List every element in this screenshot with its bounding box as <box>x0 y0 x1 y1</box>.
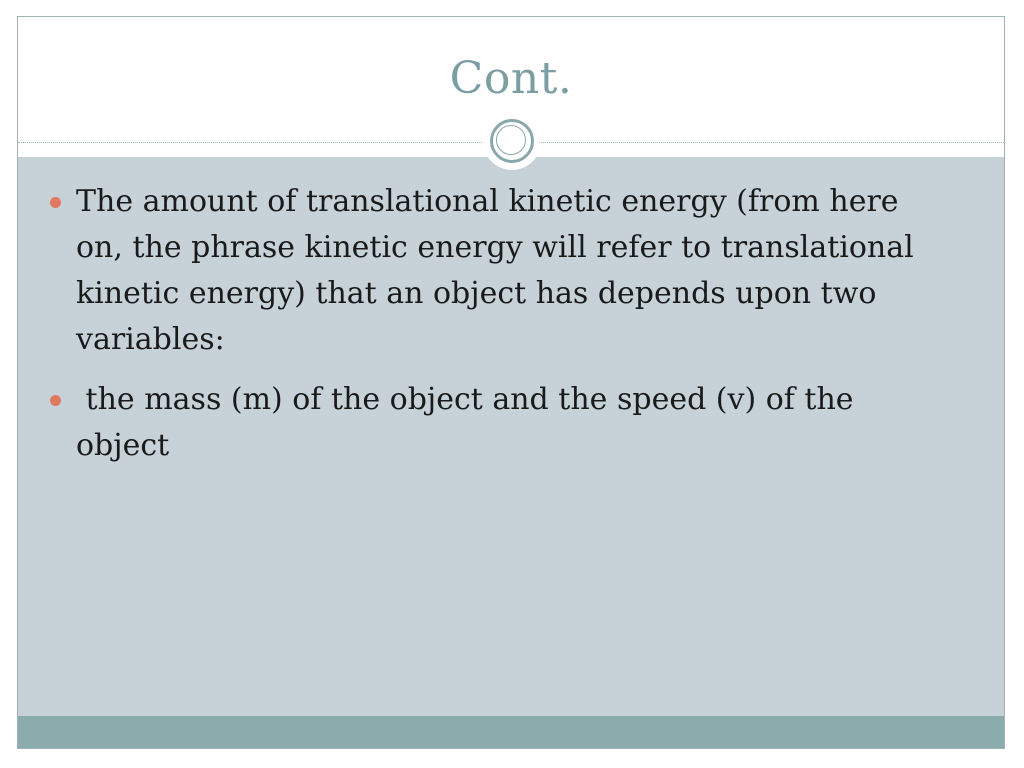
bullet-item <box>18 179 938 363</box>
ornament-ring <box>490 119 534 163</box>
slide <box>17 16 1005 749</box>
bullet-list <box>18 179 938 483</box>
ornament-inner-ring <box>496 125 526 155</box>
content-area <box>18 157 1004 717</box>
bullet-text: The amount of translational kinetic energy (from here on, the phrase kinetic energy will refer to translational kinetic energy) that an object has depends upon two variables: <box>76 184 914 357</box>
bullet-text: the mass (m) of the object and the speed (v) of the object <box>76 382 864 463</box>
bullet-item <box>18 377 938 469</box>
slide-title: Cont. <box>449 53 573 104</box>
bullet-dot-icon <box>50 197 61 208</box>
divider-circle-ornament-icon <box>483 112 541 170</box>
bullet-dot-icon <box>50 395 61 406</box>
footer-bar <box>18 716 1004 749</box>
